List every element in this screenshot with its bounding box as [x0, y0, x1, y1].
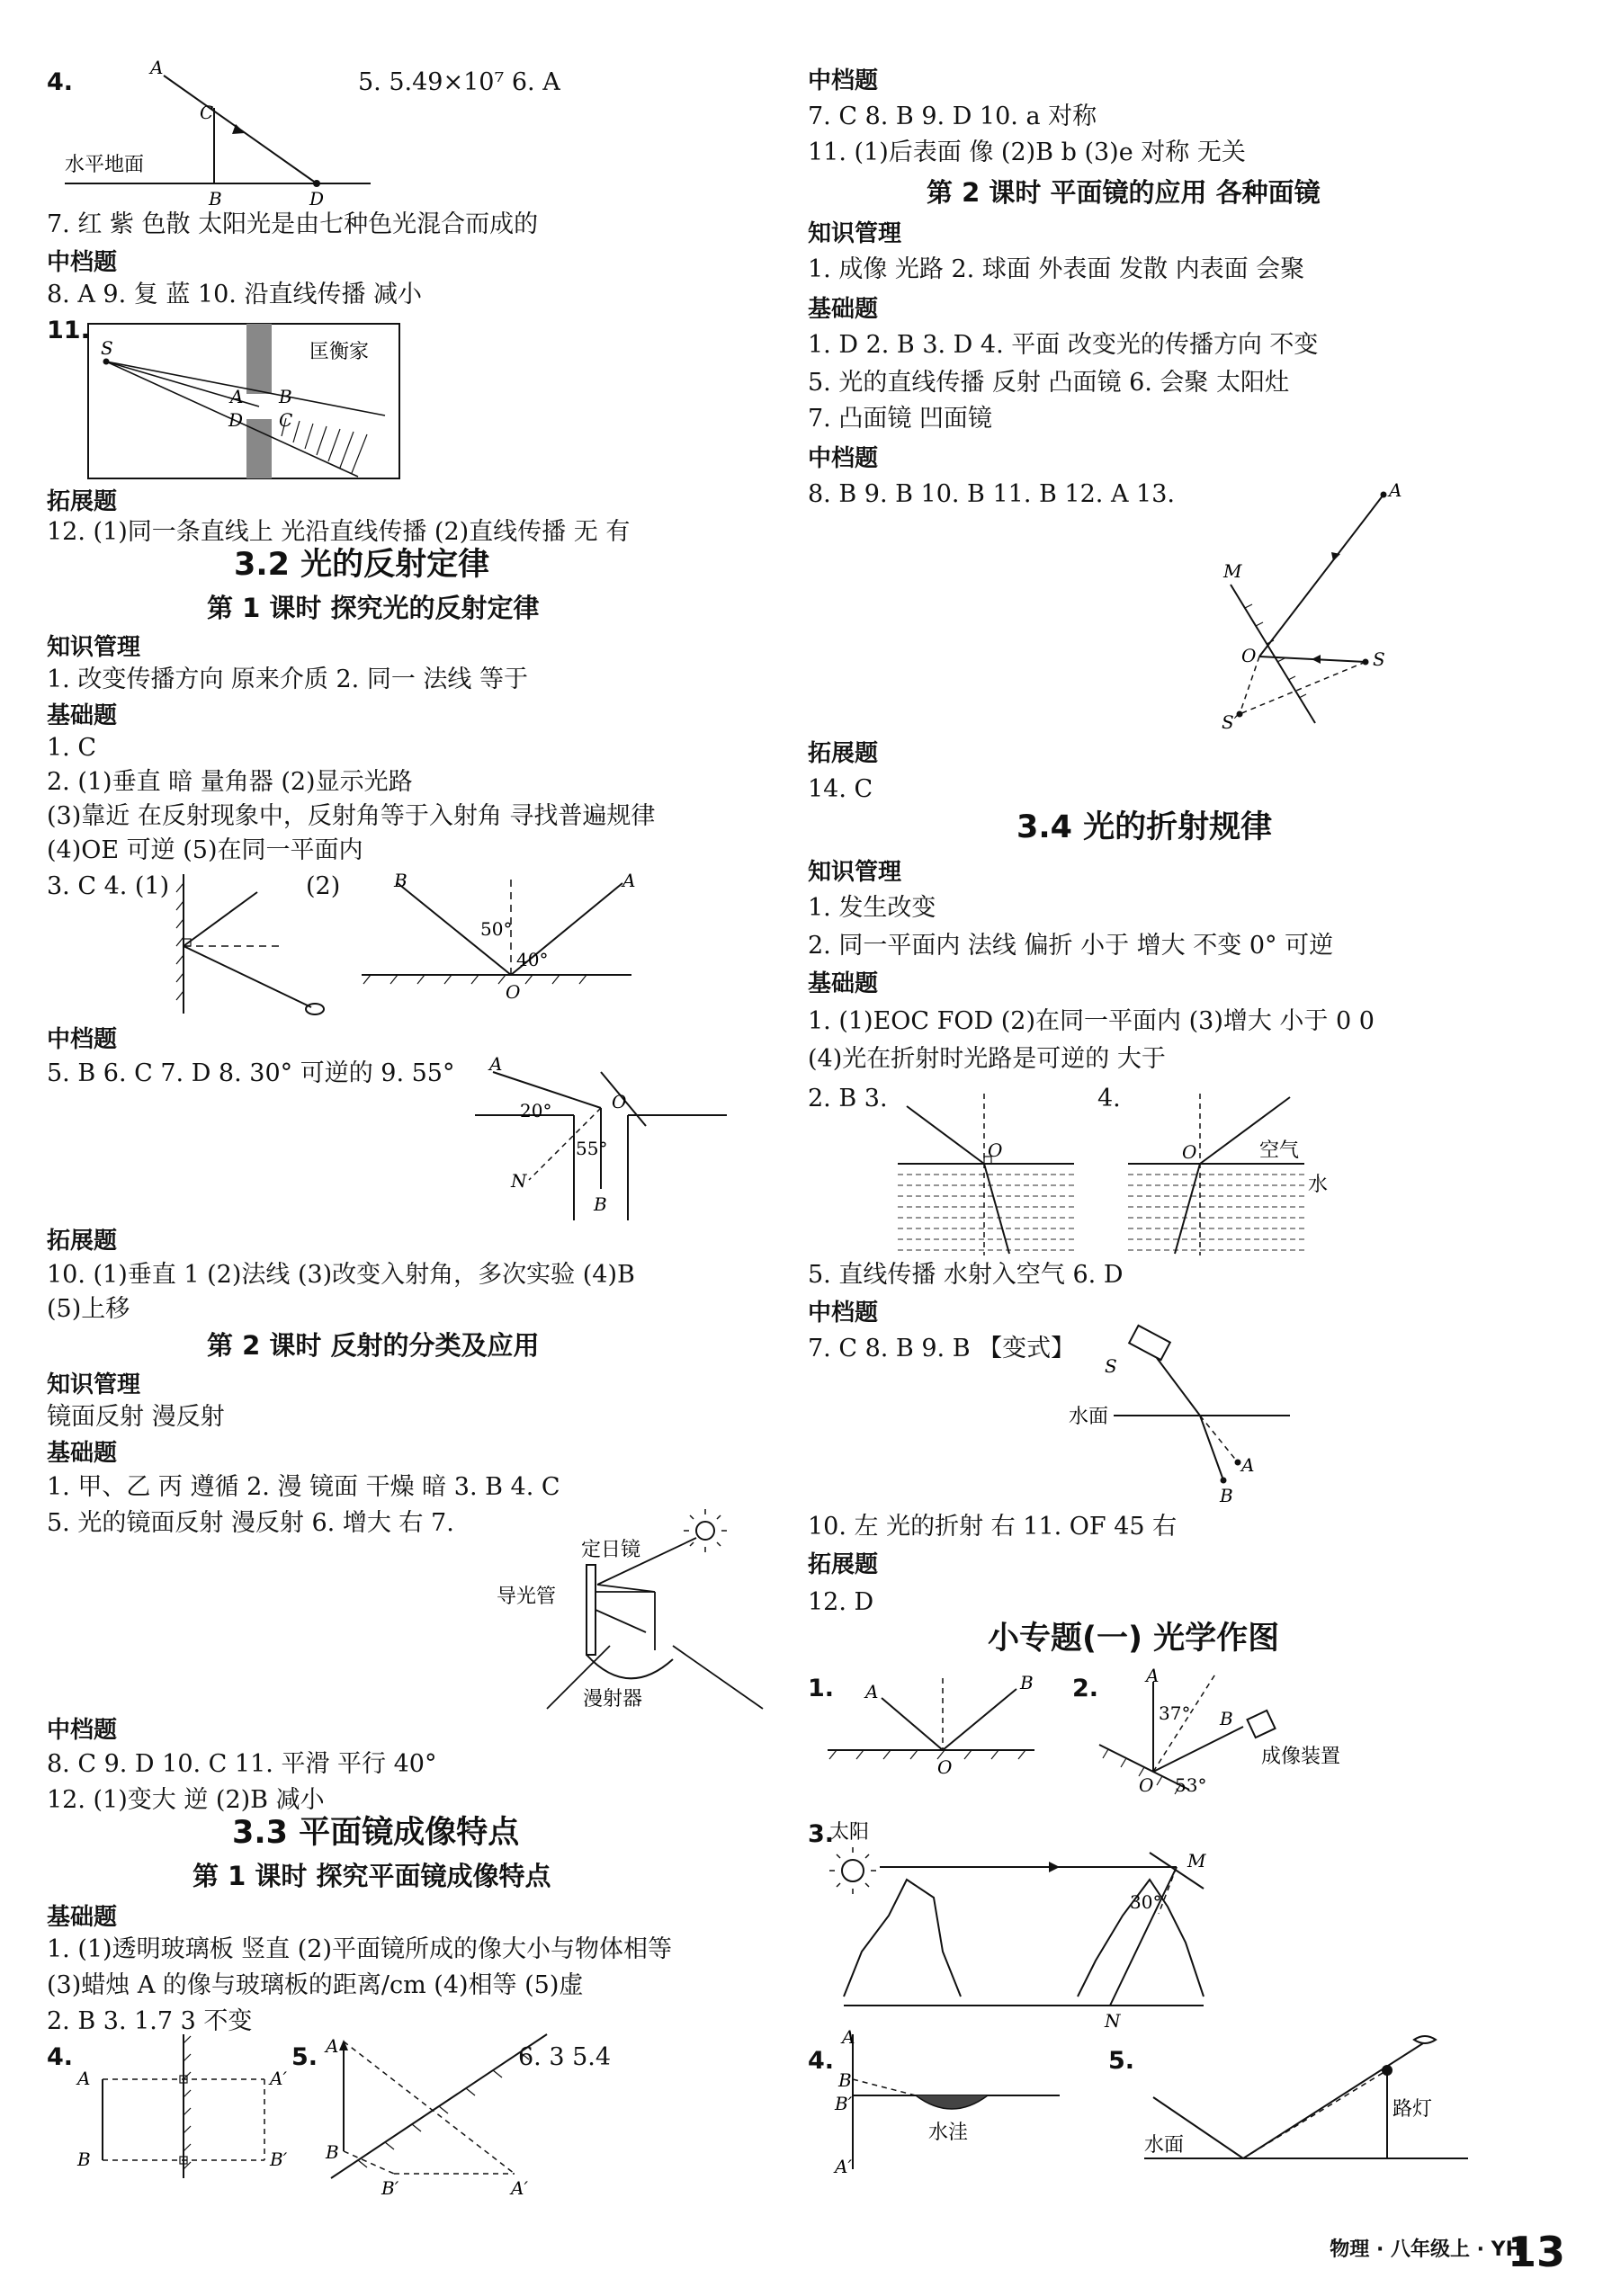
ext-heading: 拓展题 [47, 488, 118, 515]
basic-answer-3c: 2. B 3. 1.7 3 不变 [47, 2007, 253, 2035]
basic-answer-3b: (3)蜡烛 A 的像与玻璃板的距离/cm (4)相等 (5)虚 [47, 1971, 584, 1999]
svg-text:C: C [279, 409, 293, 431]
svg-text:O: O [612, 1091, 627, 1112]
q4-label-2: 4. [47, 2043, 74, 2071]
svg-text:N: N [511, 1170, 527, 1192]
figure-periscope [475, 1054, 745, 1225]
basic-answer-4: (4)OE 可逆 (5)在同一平面内 [47, 836, 363, 864]
light-pipe-label: 导光管 [497, 1586, 557, 1608]
basic-answer-3: (3)靠近 在反射现象中，反射角等于入射角 寻找普遍规律 [47, 802, 656, 830]
diffuser-label: 漫射器 [583, 1688, 643, 1711]
basic-answer-2b: 5. 光的镜面反射 漫反射 6. 增大 右 7. [47, 1509, 454, 1537]
mid-heading-r1: 中档题 [808, 67, 879, 94]
right-q11: 11. (1)后表面 像 (2)B b (3)e 对称 无关 [808, 138, 1246, 166]
air-label: 空气 [1259, 1139, 1300, 1162]
svg-text:B: B [209, 188, 222, 210]
svg-text:37°: 37° [1159, 1702, 1191, 1724]
mid-answers-r2: 8. B 9. B 10. B 11. B 12. A 13. [808, 480, 1175, 508]
mid-heading-3: 中档题 [47, 1717, 118, 1744]
special-topic-title: 小专题(一) 光学作图 [988, 1621, 1280, 1657]
svg-text:D: D [228, 409, 244, 431]
svg-text:S: S [1373, 648, 1385, 670]
mid-heading: 中档题 [47, 249, 118, 276]
svg-text:A: A [326, 2035, 339, 2057]
svg-text:53°: 53° [1175, 1774, 1207, 1796]
svg-text:S: S [1105, 1355, 1117, 1377]
svg-text:M: M [1223, 560, 1242, 582]
figure-refraction-1 [898, 1088, 1078, 1259]
puddle-label: 水洼 [928, 2122, 969, 2144]
basic-answer-r2e: 5. 直线传播 水射入空气 6. D [808, 1261, 1124, 1289]
figure-refraction-2 [1128, 1088, 1329, 1259]
ext-answer-r1: 14. C [808, 775, 873, 803]
svg-text:B: B [77, 2149, 91, 2170]
basic-answer-r2c: 2. B 3. [808, 1085, 888, 1112]
water-surface-label: 水面 [1144, 2134, 1185, 2157]
q11-label: 11. [47, 317, 90, 344]
mid-answers-3b: 12. (1)变大 逆 (2)B 减小 [47, 1786, 325, 1814]
figure-topic-3 [808, 1817, 1222, 2032]
svg-text:55°: 55° [576, 1138, 608, 1159]
svg-text:A: A [150, 57, 164, 78]
svg-text:O: O [506, 981, 521, 1003]
svg-text:C: C [200, 102, 214, 123]
imaging-device-label: 成像装置 [1261, 1746, 1341, 1768]
svg-text:A′: A′ [511, 2177, 528, 2199]
svg-text:B: B [326, 2141, 339, 2163]
lesson-title: 第 1 课时 探究光的反射定律 [207, 593, 540, 623]
knowledge-heading: 知识管理 [47, 634, 141, 661]
svg-text:30°: 30° [1130, 1891, 1162, 1913]
svg-text:O: O [937, 1756, 953, 1778]
footer-subject: 物理 · 八年级上 · YH [1330, 2238, 1522, 2261]
knowledge-answer: 1. 改变传播方向 原来介质 2. 同一 法线 等于 [47, 666, 529, 693]
svg-text:B′: B′ [270, 2149, 288, 2170]
lesson-title-r1: 第 2 课时 平面镜的应用 各种面镜 [927, 177, 1321, 208]
svg-text:A: A [1389, 479, 1402, 501]
q6-answer: 6. 3 5.4 [518, 2043, 612, 2071]
svg-text:S: S [101, 337, 113, 359]
house-label: 匡衡家 [309, 341, 370, 363]
basic-heading-r1: 基础题 [808, 296, 879, 323]
svg-text:O: O [1139, 1774, 1154, 1796]
knowledge-heading-2: 知识管理 [47, 1371, 141, 1398]
svg-text:B: B [1220, 1708, 1233, 1729]
figure-water-refraction [1069, 1329, 1303, 1509]
svg-text:A′: A′ [270, 2068, 287, 2089]
mid-heading-2: 中档题 [47, 1026, 118, 1053]
q8-10-answers: 8. A 9. 复 蓝 10. 沿直线传播 减小 [47, 281, 423, 308]
svg-text:A: A [865, 1681, 879, 1702]
q5-6-answers: 5. 5.49×10⁷ 6. A [358, 68, 560, 96]
mid-heading-r2: 中档题 [808, 445, 879, 472]
basic-answer-r1a: 1. D 2. B 3. D 4. 平面 改变光的传播方向 不变 [808, 331, 1319, 359]
ext-heading-r2: 拓展题 [808, 1551, 879, 1578]
svg-text:M: M [1187, 1850, 1206, 1872]
basic-answer-5: 3. C 4. (1) [47, 872, 170, 900]
basic-heading: 基础题 [47, 702, 118, 729]
svg-text:A: A [1241, 1454, 1255, 1476]
figure-light-pipe [493, 1502, 772, 1718]
heliostat-label: 定日镜 [581, 1539, 641, 1561]
q4-label: 4. [47, 68, 74, 96]
knowledge-answer-r2b: 2. 同一平面内 法线 偏折 小于 增大 不变 0° 可逆 [808, 932, 1334, 960]
svg-text:A: A [230, 386, 244, 407]
basic-answer-5b: (2) [306, 872, 341, 900]
svg-text:B: B [594, 1193, 607, 1215]
topic-q1-label: 1. [808, 1675, 835, 1702]
svg-text:D: D [309, 188, 325, 210]
lesson-title-3: 第 1 课时 探究平面镜成像特点 [193, 1861, 551, 1891]
svg-text:O: O [1241, 645, 1257, 666]
knowledge-answer-2: 镜面反射 漫反射 [47, 1403, 225, 1431]
basic-answer-3a: 1. (1)透明玻璃板 竖直 (2)平面镜所成的像大小与物体相等 [47, 1935, 672, 1963]
section-3-2-title: 3.2 光的反射定律 [234, 547, 490, 583]
ext-heading-2: 拓展题 [47, 1228, 118, 1255]
svg-text:B: B [279, 386, 292, 407]
topic-q3-label: 3. [808, 1820, 835, 1848]
basic-answer-r2a: 1. (1)EOC FOD (2)在同一平面内 (3)增大 小于 0 0 [808, 1007, 1375, 1035]
svg-text:A: A [842, 2026, 855, 2048]
lesson-title-2: 第 2 课时 反射的分类及应用 [207, 1330, 540, 1361]
street-lamp-label: 路灯 [1393, 2098, 1433, 2121]
topic-q5-label: 5. [1108, 2047, 1135, 2075]
q12-answer: 12. (1)同一条直线上 光沿直线传播 (2)直线传播 无 有 [47, 518, 631, 546]
basic-heading-2: 基础题 [47, 1440, 118, 1467]
svg-text:B: B [1020, 1672, 1034, 1693]
figure-topic-2 [1099, 1665, 1351, 1808]
mid-answers-r3b: 10. 左 光的折射 右 11. OF 45 右 [808, 1513, 1178, 1541]
basic-heading-3: 基础题 [47, 1904, 118, 1931]
basic-heading-r2: 基础题 [808, 970, 879, 997]
svg-text:B: B [1220, 1485, 1233, 1506]
svg-text:B: B [838, 2069, 852, 2091]
svg-text:S′: S′ [1222, 711, 1239, 733]
svg-text:40°: 40° [516, 949, 549, 970]
right-q7-10: 7. C 8. B 9. D 10. a 对称 [808, 103, 1097, 130]
mid-answers-3a: 8. C 9. D 10. C 11. 平滑 平行 40° [47, 1750, 437, 1778]
svg-text:A: A [489, 1053, 503, 1075]
page-number: 13 [1507, 2228, 1565, 2276]
figure-topic-4 [835, 2025, 1069, 2178]
svg-text:B′: B′ [835, 2093, 853, 2114]
ext-answer-r2: 12. D [808, 1588, 874, 1616]
svg-text:N: N [1105, 2010, 1121, 2032]
figure-hole-light [88, 324, 403, 481]
figure-plane-mirror-1 [67, 2034, 300, 2183]
ext-answer-b: (5)上移 [47, 1295, 130, 1323]
svg-text:A: A [77, 2068, 91, 2089]
figure-mirror-reflection-2 [362, 870, 640, 1003]
topic-q2-label: 2. [1072, 1675, 1099, 1702]
svg-text:B: B [394, 870, 407, 891]
svg-text:A: A [622, 870, 636, 891]
mid-answers-5-9: 5. B 6. C 7. D 8. 30° 可逆的 9. 55° [47, 1059, 455, 1087]
basic-answer-r1c: 7. 凸面镜 凹面镜 [808, 405, 992, 433]
q5-label-2: 5. [291, 2043, 318, 2071]
basic-answer-2a: 1. 甲、乙 丙 遵循 2. 漫 镜面 干燥 暗 3. B 4. C [47, 1473, 560, 1501]
figure-topic-5 [1144, 2025, 1486, 2178]
q4-label-r: 4. [1097, 1085, 1121, 1112]
surface-label: 水面 [1069, 1406, 1109, 1428]
q7-answer: 7. 红 紫 色散 太阳光是由七种色光混合而成的 [47, 210, 539, 238]
basic-answer-r2b: (4)光在折射时光路是可逆的 大于 [808, 1045, 1166, 1073]
svg-text:B′: B′ [381, 2177, 399, 2199]
svg-text:A′: A′ [835, 2156, 852, 2177]
water-label: 水 [1308, 1174, 1329, 1196]
basic-answer-1: 1. C [47, 734, 97, 762]
svg-text:20°: 20° [520, 1100, 552, 1121]
section-3-3-title: 3.3 平面镜成像特点 [232, 1815, 520, 1851]
svg-text:50°: 50° [480, 918, 513, 940]
basic-answer-r1b: 5. 光的直线传播 反射 凸面镜 6. 会聚 太阳灶 [808, 369, 1290, 397]
mid-answers-r3a: 7. C 8. B 9. B 【变式】 [808, 1335, 1076, 1362]
mid-heading-r3: 中档题 [808, 1300, 879, 1327]
svg-text:O: O [988, 1139, 1003, 1161]
knowledge-answer-r1: 1. 成像 光路 2. 球面 外表面 发散 内表面 会聚 [808, 255, 1305, 283]
svg-text:A: A [1146, 1665, 1160, 1686]
topic-q4-label: 4. [808, 2047, 835, 2075]
ext-heading-r1: 拓展题 [808, 740, 879, 767]
ext-answer-a: 10. (1)垂直 1 (2)法线 (3)改变入射角，多次实验 (4)B [47, 1261, 635, 1289]
figure-topic-1 [828, 1671, 1043, 1788]
knowledge-answer-r2a: 1. 发生改变 [808, 894, 936, 922]
knowledge-heading-r2: 知识管理 [808, 859, 902, 886]
sun-label: 太阳 [829, 1821, 870, 1844]
svg-text:O: O [1182, 1141, 1197, 1163]
figure-shadow [65, 56, 389, 209]
knowledge-heading-r1: 知识管理 [808, 220, 902, 247]
ground-label: 水平地面 [65, 154, 145, 176]
basic-answer-2: 2. (1)垂直 暗 量角器 (2)显示光路 [47, 768, 413, 796]
section-3-4-title: 3.4 光的折射规律 [1016, 809, 1273, 845]
figure-mirror-image [1222, 477, 1402, 737]
